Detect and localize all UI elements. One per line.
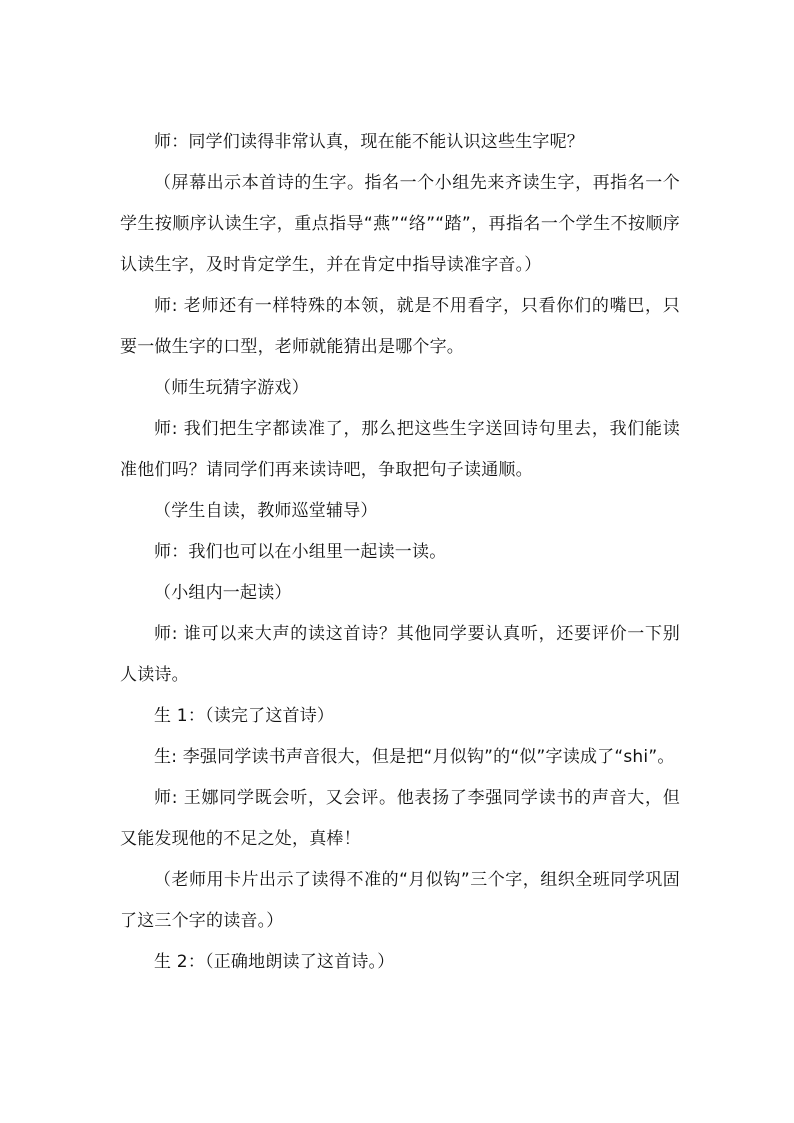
paragraph-read-aloud: 师: 谁可以来大声的读这首诗？其他同学要认真听，还要评价一下别人读诗。 <box>120 624 680 685</box>
paragraph-group-note: （小组内一起读） <box>154 583 292 603</box>
paragraph-self-reading: （学生自读，教师巡堂辅导） <box>154 501 378 521</box>
paragraph-teacher-question: 师：同学们读得非常认真，现在能不能认识这些生字呢？ <box>154 132 584 152</box>
paragraph-teacher-skill: 师: 老师还有一样特殊的本领，就是不用看字，只看你们的嘴巴，只要一做生字的口型，老师就能猜出是哪个字。 <box>120 296 680 357</box>
paragraph-student-1: 生 1：（读完了这首诗） <box>154 706 335 726</box>
paragraph-group-reading: 师：我们也可以在小组里一起读一读。 <box>154 542 447 562</box>
paragraph-read-poem: 师: 我们把生字都读准了，那么把这些生字送回诗句里去，我们能读准他们吗？请同学们再来读诗吧，争取把句子读通顺。 <box>120 419 680 480</box>
paragraph-guess-game: （师生玩猜字游戏） <box>154 378 309 398</box>
paragraph-student-2: 生 2：（正确地朗读了这首诗。） <box>154 952 395 972</box>
document-body <box>120 122 680 983</box>
paragraph-card-note: （老师用卡片出示了读得不准的“月似钩”三个字，组织全班同学巩固了这三个字的读音。） <box>120 870 680 931</box>
paragraph-teacher-praise: 师: 王娜同学既会听，又会评。他表扬了李强同学读书的声音大，但又能发现他的不足之处，真棒！ <box>120 788 680 849</box>
paragraph-student-comment: 生: 李强同学读书声音很大，但是把“月似钩”的“似”字读成了“shi”。 <box>154 747 675 767</box>
paragraph-screen-characters: （屏幕出示本首诗的生字。指名一个小组先来齐读生字，再指名一个学生按顺序认读生字，重点指导“燕”“络”“踏”，再指名一个学生不按顺序认读生字，及时肯定学生，并在肯定中指导读准字音。） <box>120 173 680 275</box>
